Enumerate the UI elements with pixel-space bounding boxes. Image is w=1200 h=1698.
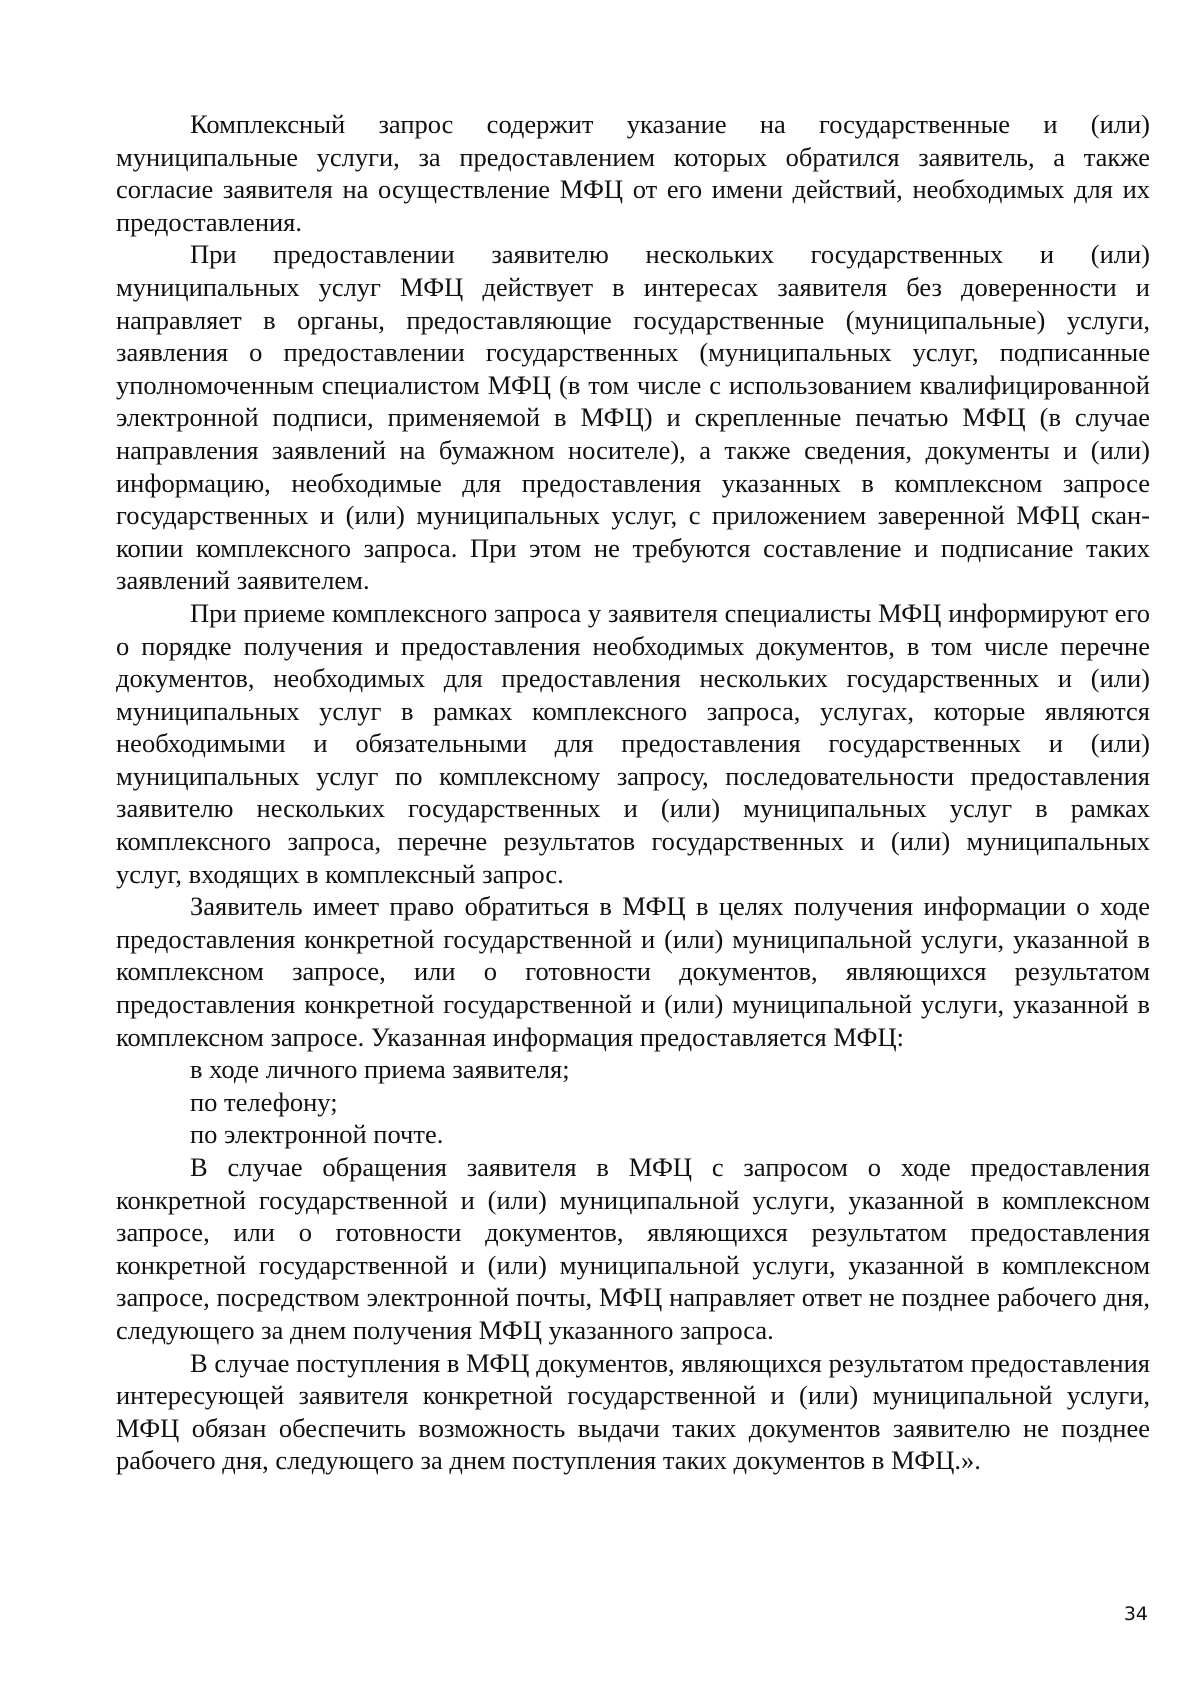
page-number: 34 xyxy=(1123,1603,1148,1625)
document-body xyxy=(116,108,1150,1477)
list-item: в ходе личного приема заявителя; xyxy=(190,1054,570,1085)
paragraph-multiple-services: При предоставлении заявителю нескольких государственных и (или) муниципальных услуг МФЦ действует в интересах заявителя без доверенности и направляет в органы, предоставляющие государственные (муниципальные) услуги, заявления о предоставлении государственных (муниципальных услуг, подписанные уполномоченным специалистом МФЦ (в том числе с использованием квалифицированной электронной подписи, применяемой в МФЦ) и скрепленные печатью МФЦ (в случае направления заявлений на бумажном носителе), а также сведения, документы и (или) информацию, необходимые для предоставления указанных в комплексном запросе государственных и (или) муниципальных услуг, с приложением заверенной МФЦ скан-копии комплексного запроса. При этом не требуются составление и подписание таких заявлений заявителем. xyxy=(116,239,1150,596)
paragraph-email-response: В случае обращения заявителя в МФЦ с запросом о ходе предоставления конкретной государственной и (или) муниципальной услуги, указанной в комплексном запросе, или о готовности документов, являющихся результатом предоставления конкретной государственной и (или) муниципальной услуги, указанной в комплексном запросе, посредством электронной почты, МФЦ направляет ответ не позднее рабочего дня, следующего за днем получения МФЦ указанного запроса. xyxy=(116,1152,1150,1345)
info-channels-list xyxy=(116,1053,1150,1151)
list-item: по телефону; xyxy=(190,1086,338,1117)
paragraph-request-reception: При приеме комплексного запроса у заявителя специалисты МФЦ информируют его о порядке получения и предоставления необходимых документов, в том числе перечне документов, необходимых для предоставления нескольких государственных и (или) муниципальных услуг в рамках комплексного запроса, услугах, которые являются необходимыми и обязательными для предоставления государственных и (или) муниципальных услуг по комплексному запросу, последовательности предоставления заявителю нескольких государственных и (или) муниципальных услуг в рамках комплексного запроса, перечне результатов государственных и (или) муниципальных услуг, входящих в комплексный запрос. xyxy=(116,597,1150,889)
paragraph-applicant-rights: Заявитель имеет право обратиться в МФЦ в целях получения информации о ходе предоставления конкретной государственной и (или) муниципальной услуги, указанной в комплексном запросе, или о готовности документов, являющихся результатом предоставления конкретной государственной и (или) муниципальной услуги, указанной в комплексном запросе. Указанная информация предоставляется МФЦ: xyxy=(116,891,1150,1052)
list-item: по электронной почте. xyxy=(190,1119,444,1150)
paragraph-documents-issue: В случае поступления в МФЦ документов, являющихся результатом предоставления интересующей заявителя конкретной государственной и (или) муниципальной услуги, МФЦ обязан обеспечить возможность выдачи таких документов заявителю не позднее рабочего дня, следующего за днем поступления таких документов в МФЦ.». xyxy=(116,1347,1150,1476)
paragraph-complex-request-content: Комплексный запрос содержит указание на государственные и (или) муниципальные услуги, за предоставлением которых обратился заявитель, а также согласие заявителя на осуществление МФЦ от его имени действий, необходимых для их предоставления. xyxy=(116,109,1150,237)
